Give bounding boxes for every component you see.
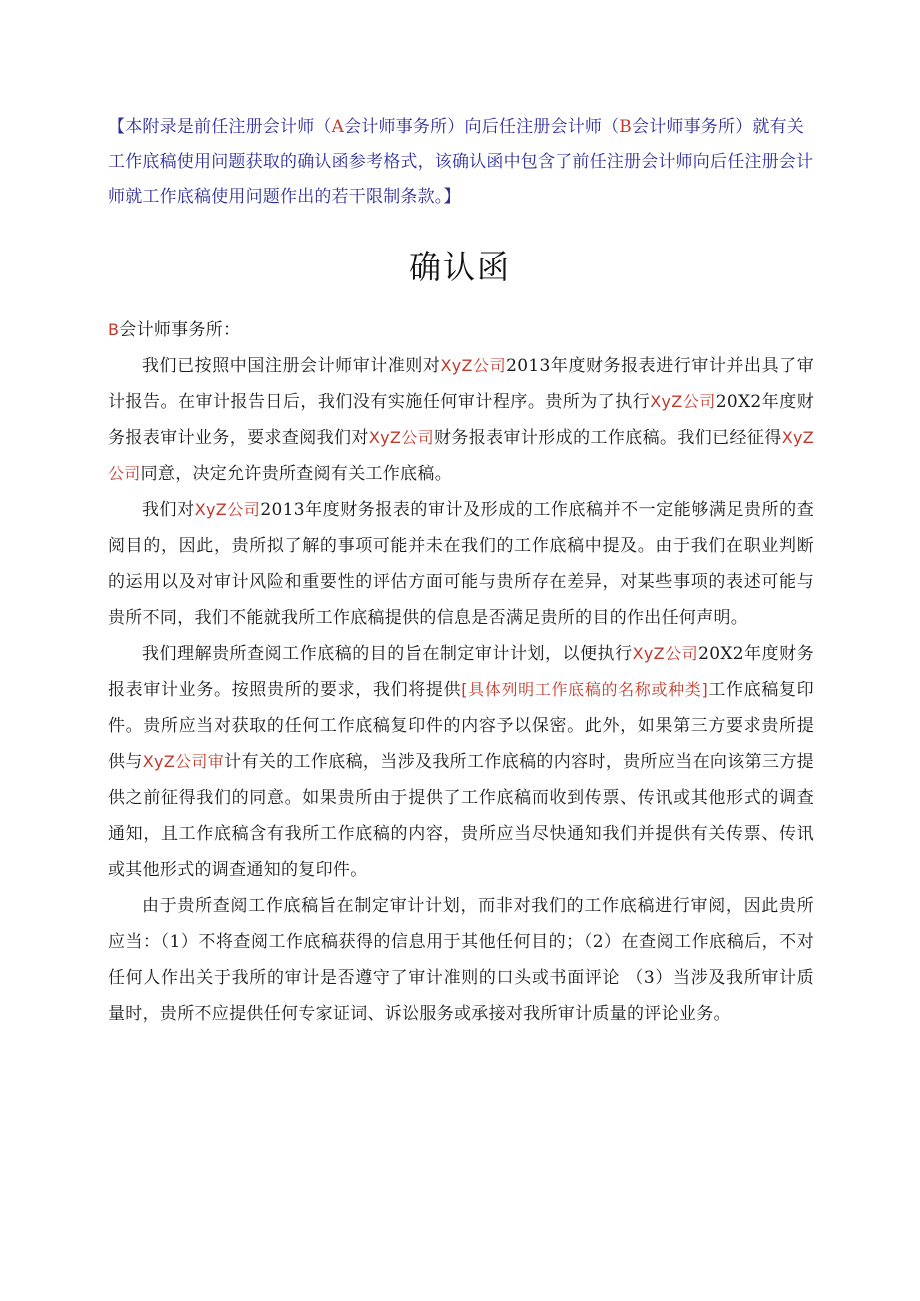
note-firm-b-letter: B (619, 117, 632, 137)
p1-company-4: XyZ公司 (108, 428, 815, 483)
p1-text-4: 财务报表审计形成的工作底稿。我们已经征得 (433, 428, 782, 448)
note-text-2: 会计师事务所）向后任注册会计师（ (344, 117, 620, 137)
page-title: 确认函 (408, 248, 511, 286)
p2-company-1: XyZ公司 (194, 500, 261, 519)
appendix-note (108, 110, 814, 215)
p4-text: 由于贵所查阅工作底稿旨在制定审计计划，而非对我们的工作底稿进行审阅，因此贵所应当：（1）不将查阅工作底稿获得的信息用于其他任何目的；（2）在查阅工作底稿后，不对任何人作出关于我所的审计是否遵守了审计准则的口头或书面评论 （3）当涉及我所审计质量时，贵所不应提供任何专家证词、诉讼服务或承接对我所审计质量的评论业务。 (108, 896, 814, 1024)
p3-text-3: 工作底稿复印件。贵所应当对获取的任何工作底稿复印件的内容予以保密。此外，如果第三方要求贵所提供与 (108, 680, 814, 772)
p2-text-1: 我们对 (142, 500, 195, 520)
p1-text-2: 2013年度财务报表进行审计并出具了审计报告。在审计报告日后，我们没有实施任何审计程序。贵所为了执行 (108, 356, 815, 412)
p1-text-5: 同意，决定允许贵所查阅有关工作底稿。 (140, 464, 453, 484)
note-text-1: 【本附录是前任注册会计师（ (108, 117, 332, 137)
p3-text-4: 计有关的工作底稿，当涉及我所工作底稿的内容时，贵所应当在向该第三方提供之前征得我们的同意。如果贵所由于提供了工作底稿而收到传票、传讯或其他形式的调查通知，且工作底稿含有我所工作底稿的内容，贵所应当尽快通知我们并提供有关传票、传讯或其他形式的调查通知的复印件。 (108, 752, 814, 880)
p3-placeholder: [具体列明工作底稿的名称或种类] (461, 680, 708, 699)
salutation-firm-letter: B (108, 320, 120, 339)
paragraph-3 (108, 636, 814, 888)
note-firm-a-letter: A (331, 117, 345, 137)
p1-text-3: 20X2年度财务报表审计业务，要求查阅我们对 (108, 392, 814, 448)
p3-company-1: XyZ公司 (632, 644, 699, 663)
p2-text-2: 2013年度财务报表的审计及形成的工作底稿并不一定能够满足贵所的查阅目的，因此，贵所拟了解的事项可能并未在我们的工作底稿中提及。由于我们在职业判断的运用以及对审计风险和重要性的评估方面可能与贵所存在差异，对某些事项的表述可能与贵所不同，我们不能就我所工作底稿提供的信息是否满足贵所的目的作出任何声明。 (108, 500, 815, 628)
paragraph-1 (108, 348, 814, 492)
salutation-text: 会计师事务所： (119, 320, 241, 340)
p1-text-1: 我们已按照中国注册会计师审计准则对 (142, 356, 441, 376)
p1-company-1: XyZ公司 (440, 356, 507, 375)
salutation (108, 312, 814, 348)
p1-company-3: XyZ公司 (368, 428, 434, 447)
p3-text-2: 20X2年度财务报表审计业务。按照贵所的要求，我们将提供 (108, 644, 815, 700)
paragraph-4 (108, 888, 814, 1032)
p3-company-2: XyZ公司审 (142, 752, 225, 771)
p3-text-1: 我们理解贵所查阅工作底稿的目的旨在制定审计计划，以便执行 (142, 644, 633, 664)
letter-body (108, 312, 814, 1032)
note-text-3: 会计师事务所）就有关工作底稿使用问题获取的确认函参考格式，该确认函中包含了前任注册会计师向后任注册会计师就工作底稿使用问题作出的若干限制条款。】 (108, 117, 814, 207)
paragraph-2 (108, 492, 814, 636)
p1-company-2: XyZ公司 (650, 392, 716, 411)
